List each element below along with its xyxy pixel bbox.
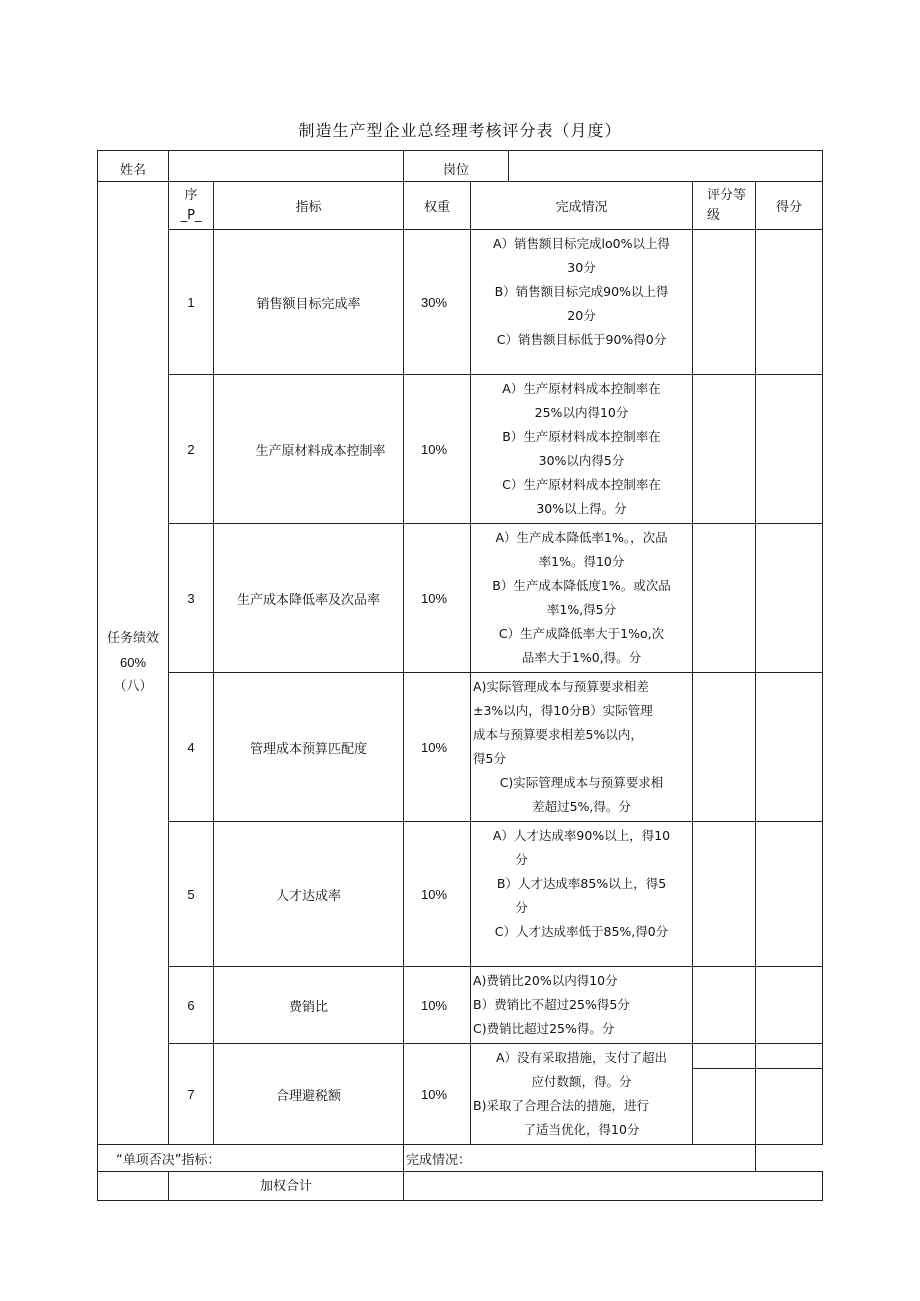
name-label: 姓名 (98, 151, 169, 182)
criteria-line: A）生产成本降低率1%。，次品 (495, 530, 668, 545)
name-field[interactable] (169, 151, 404, 182)
criteria-line: 应付数额，得。分 (531, 1074, 632, 1089)
criteria-line: 成本与预算要求相差5%以内， (473, 727, 643, 742)
criteria-line: A)费销比20%以内得10分 (473, 973, 618, 988)
row-weight: 10% (404, 524, 471, 673)
criteria-line: ±3%以内，得10分B）实际管理 (473, 703, 653, 718)
criteria-line: 得5分 (473, 751, 506, 766)
score-header: 得分 (756, 182, 823, 230)
grade-header-line1: 评分等 (707, 187, 747, 203)
table-row (98, 673, 823, 822)
total-value-cell[interactable] (404, 1172, 823, 1201)
table-row (98, 375, 823, 524)
criteria-line: B）费销比不超过25%得5分 (473, 997, 630, 1012)
criteria-line: 30%以内得5分 (538, 453, 625, 468)
criteria-line: A）没有采取措施，支付了超出 (495, 1050, 668, 1065)
position-field[interactable] (509, 151, 823, 182)
criteria-line: A）销售额目标完成lo0%以上得 (493, 236, 671, 251)
veto-indicator-label: “单项否决”指标： (98, 1145, 404, 1172)
table-row (98, 524, 823, 673)
score-cell[interactable] (756, 822, 823, 967)
criteria-line: A)实际管理成本与预算要求相差 (473, 679, 649, 694)
row-indicator: 费销比 (214, 967, 404, 1044)
criteria-line: B）生产成本降低度1%。或次品 (492, 578, 671, 593)
criteria-line: C)实际管理成本与预算要求相 (499, 775, 664, 790)
grade-cell[interactable] (693, 673, 756, 822)
row-criteria (471, 524, 693, 673)
score-cell[interactable] (756, 967, 823, 1044)
criteria-line: 品率大于1%0,得。分 (521, 650, 642, 665)
table-row (98, 230, 823, 375)
row-seq: 3 (169, 524, 214, 673)
category-name: 任务绩效 (106, 631, 159, 646)
row-indicator: 生产原材料成本控制率 (214, 375, 404, 524)
row-criteria (471, 673, 693, 822)
criteria-line: 分 (515, 900, 528, 915)
criteria-line: 30%以上得。分 (536, 501, 627, 516)
seq-header (169, 182, 214, 230)
score-cell[interactable] (756, 673, 823, 822)
total-label: 加权合计 (169, 1172, 404, 1201)
row-weight: 10% (404, 673, 471, 822)
criteria-line: 率1%。得10分 (538, 554, 625, 569)
seq-header-top: 序 (184, 187, 198, 203)
criteria-line: 30分 (567, 260, 596, 275)
row-seq: 7 (169, 1044, 214, 1145)
category-cell (98, 182, 169, 1145)
criteria-line: B)采取了合理合法的措施，进行 (473, 1098, 649, 1113)
grade-header (693, 182, 756, 230)
weight-header: 权重 (404, 182, 471, 230)
row-weight: 30% (404, 230, 471, 375)
criteria-line: C）生产原材料成本控制率在 (502, 477, 661, 492)
category-weight: 60% (119, 655, 147, 670)
criteria-line: C)费销比超过25%得。分 (473, 1021, 615, 1036)
row-criteria (471, 822, 693, 967)
criteria-line: B）销售额目标完成90%以上得 (494, 284, 669, 299)
criteria-line: B）人才达成率85%以上，得5 (496, 876, 667, 891)
grade-header-line2: 级 (707, 207, 721, 223)
assessment-table (97, 150, 823, 1201)
seq-header-bottom: _P_ (180, 207, 202, 223)
grade-cell[interactable] (693, 230, 756, 375)
table-row (98, 822, 823, 967)
criteria-line: 分 (515, 852, 528, 867)
criteria-line: 25%以内得10分 (534, 405, 629, 420)
grade-cell[interactable] (693, 1044, 756, 1145)
row-weight: 10% (404, 822, 471, 967)
criteria-line: C）销售额目标低于90%得0分 (496, 332, 667, 347)
criteria-line: 了适当优化，得10分 (523, 1122, 640, 1137)
row-seq: 6 (169, 967, 214, 1044)
row-weight: 10% (404, 1044, 471, 1145)
grade-cell[interactable] (693, 822, 756, 967)
grade-cell[interactable] (693, 524, 756, 673)
indicator-header: 指标 (214, 182, 404, 230)
position-label: 岗位 (404, 151, 509, 182)
page-title: 制造生产型企业总经理考核评分表（月度） (298, 121, 622, 140)
score-cell[interactable] (756, 524, 823, 673)
table-row (98, 1044, 823, 1145)
row-criteria (471, 1044, 693, 1145)
row-criteria (471, 967, 693, 1044)
row-indicator: 生产成本降低率及次品率 (214, 524, 404, 673)
criteria-line: 20分 (567, 308, 596, 323)
score-cell[interactable] (756, 230, 823, 375)
criteria-line: B）生产原材料成本控制率在 (502, 429, 661, 444)
row-indicator: 合理避税额 (214, 1044, 404, 1145)
veto-completion-label: 完成情况： (404, 1145, 756, 1172)
row-seq: 4 (169, 673, 214, 822)
score-cell[interactable] (756, 1044, 823, 1145)
score-cell[interactable] (756, 375, 823, 524)
row-criteria (471, 230, 693, 375)
row-seq: 1 (169, 230, 214, 375)
criteria-line: A）生产原材料成本控制率在 (502, 381, 661, 396)
grade-cell[interactable] (693, 967, 756, 1044)
row-seq: 5 (169, 822, 214, 967)
row-seq: 2 (169, 375, 214, 524)
criteria-line: C）人才达成率低于85%,得0分 (494, 924, 669, 939)
category-code: （八） (113, 679, 153, 694)
row-indicator: 销售额目标完成率 (214, 230, 404, 375)
row-indicator: 人才达成率 (214, 822, 404, 967)
row-indicator: 管理成本预算匹配度 (214, 673, 404, 822)
criteria-line: A）人才达成率90%以上，得10 (492, 828, 671, 843)
row-weight: 10% (404, 375, 471, 524)
total-blank-cell (98, 1172, 169, 1201)
criteria-line: 率1%,得5分 (546, 602, 617, 617)
row-weight: 10% (404, 967, 471, 1044)
table-row (98, 967, 823, 1044)
criteria-line: C）生产成降低率大于1%o,次 (498, 626, 665, 641)
row-criteria (471, 375, 693, 524)
grade-cell[interactable] (693, 375, 756, 524)
completion-header: 完成情况 (471, 182, 693, 230)
criteria-line: 差超过5%,得。分 (532, 799, 631, 814)
